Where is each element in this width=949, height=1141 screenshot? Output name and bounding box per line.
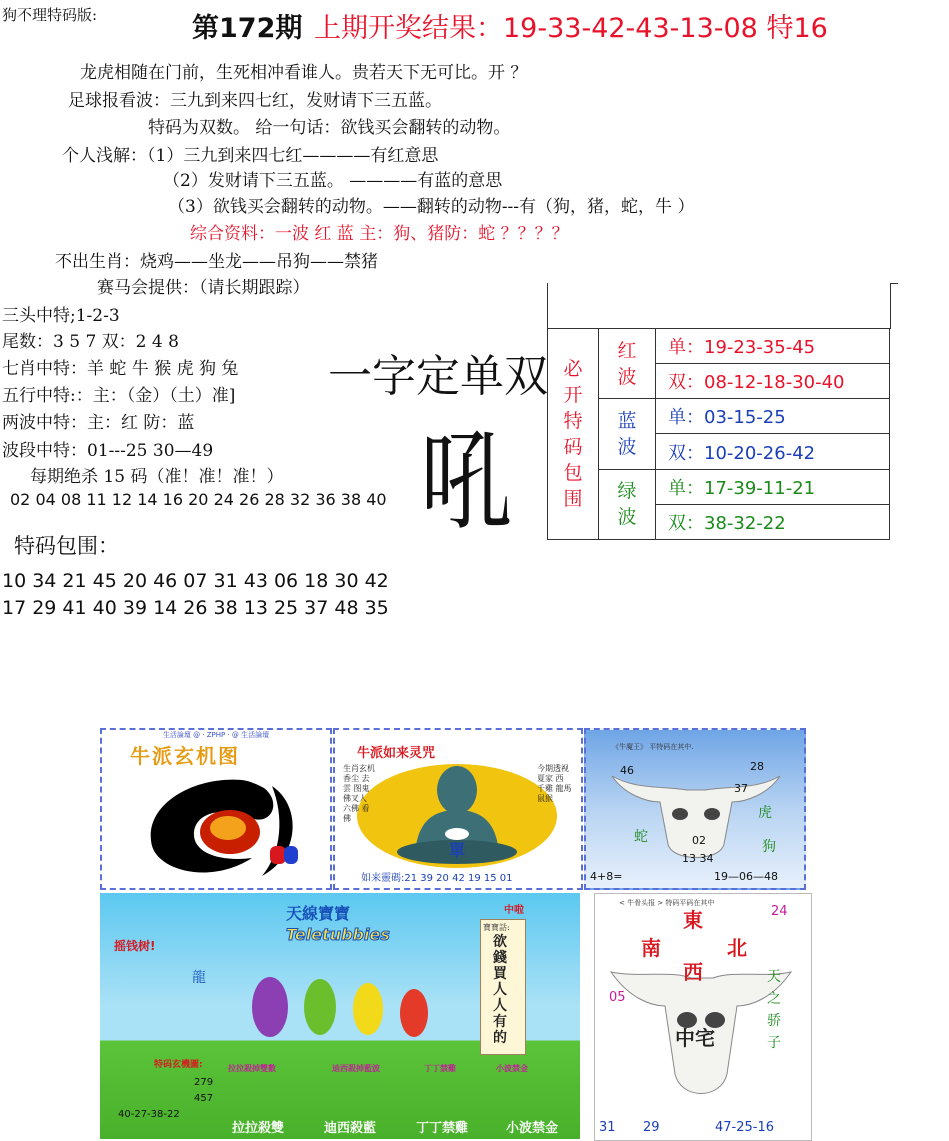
skull-formula: 4+8= <box>590 870 623 883</box>
table-row: 单：17-39-11-21 <box>656 469 890 504</box>
foot-number: 31 <box>599 1120 616 1135</box>
table-top-frame <box>547 283 891 329</box>
sign-title: 特码玄機圖: <box>154 1060 203 1070</box>
wave-title: 小波禁金 <box>496 1064 528 1073</box>
waves-table <box>547 328 890 540</box>
compass-south: 南 <box>641 936 661 960</box>
wave-title: 迪西殺掉藍波 <box>332 1064 380 1073</box>
table-row: 单：03-15-25 <box>656 399 890 434</box>
foot-number: 29 <box>643 1120 660 1135</box>
panel-title: < 牛骨头报 > 特码平码在其中 <box>619 899 715 907</box>
special-range-row: 10 34 21 45 20 46 07 31 43 06 18 30 42 <box>2 570 389 592</box>
dragon-label: 龍 <box>192 970 206 986</box>
result-special: 特16 <box>766 13 828 44</box>
riddle-line: （2）发财请下三五蓝。 ————有蓝的意思 <box>163 171 503 191</box>
image-panel-compass-skull <box>594 893 812 1141</box>
caption-label: 迪西殺藍 <box>324 1121 377 1136</box>
riddle-line: 不出生肖：烧鸡——坐龙——吊狗——禁猪 <box>55 252 378 272</box>
riddle-line: （3）欲钱买会翻转的动物。——翻转的动物---有（狗，猪，蛇，牛 ） <box>168 197 695 217</box>
source-label: 狗不理特码版: <box>2 6 98 24</box>
watermark-strip: 生活論壇 @ · ZPHP · @ 生活論壇 <box>162 731 270 739</box>
skull-number: 13 34 <box>682 852 714 865</box>
compass-north: 北 <box>727 936 747 960</box>
sign-number: 457 <box>194 1093 214 1104</box>
tele-logo: Teletubbies <box>286 925 390 944</box>
scroll-text: 欲錢買人人有的 <box>493 934 507 1046</box>
result-numbers: 19-33-42-43-13-08 <box>503 13 758 44</box>
riddle-line: 个人浅解：（1）三九到来四七红————有红意思 <box>62 146 439 166</box>
corner-number: 24 <box>771 904 788 919</box>
middle-text: 中宅 <box>675 1026 715 1050</box>
wave-label-green: 绿 波 <box>599 469 656 539</box>
riddle-line: 赛马会提供：（请长期跟踪） <box>97 278 310 298</box>
image-panel-buddha <box>333 728 583 890</box>
skull-formula: 19—06—48 <box>714 870 778 883</box>
skull-glyph: 虎 <box>758 805 772 821</box>
panel-footer: 如来靈碼:21 39 20 42 19 15 01 <box>361 873 513 884</box>
caption-label: 小波禁金 <box>506 1121 559 1136</box>
wave-label-blue: 蓝 波 <box>599 399 656 469</box>
compass-west: 西 <box>683 960 703 984</box>
skull-number: 46 <box>620 764 634 777</box>
riddle-line: 龙虎相随在门前，生死相冲看谁人。贵若天下无可比。开 ？ <box>80 63 528 83</box>
riddle-line: 足球报看波：三九到来四七红，发财请下三五蓝。 <box>68 91 442 111</box>
stat-line: 两波中特：主：红 防：蓝 <box>2 413 195 433</box>
side-text: 天之骄子 <box>767 969 781 1051</box>
image-panel-skull-sky <box>584 728 806 890</box>
stat-line: 三头中特;1-2-3 <box>2 306 120 326</box>
sign-number: 279 <box>194 1077 214 1088</box>
caption-label: 拉拉殺雙 <box>232 1121 285 1136</box>
table-row: 双：10-20-26-42 <box>656 434 890 469</box>
wave-label-red: 红 波 <box>599 329 656 399</box>
panel-title: 牛派如来灵咒 <box>357 746 436 761</box>
scroll-title: 寶寶話: <box>483 923 510 932</box>
skull-glyph: 蛇 <box>634 829 648 845</box>
stat-line: 每期绝杀 15 码（准！准！准！） <box>30 467 284 487</box>
caption-label: 丁丁禁雞 <box>416 1121 469 1136</box>
scroll <box>480 919 526 1055</box>
skull-glyph: 狗 <box>762 839 776 855</box>
wave-title: 丁丁禁雞 <box>424 1064 456 1073</box>
center-char: 單 <box>449 841 466 860</box>
panel-title: 《牛魔王》 平特码在其中. <box>612 743 694 751</box>
special-range-title: 特码包围： <box>14 534 119 558</box>
stat-line: 七肖中特：羊 蛇 牛 猴 虎 狗 兔 <box>2 359 239 379</box>
panel-title: 天線寶寶 <box>286 904 351 923</box>
stat-line: 尾数：3 5 7 双：2 4 8 <box>2 332 179 352</box>
table-row: 双：38-32-22 <box>656 504 890 539</box>
right-hint: 今期透视 夏家 西 千雞 龍馬 鼠猴 <box>537 764 572 803</box>
left-hint: 生肖玄机 香尘 去雲 图鬼 佛叉人 六佛 看佛 <box>343 764 375 823</box>
compass-east: 東 <box>683 908 703 932</box>
panel-title: 牛派玄机图 <box>130 744 240 768</box>
last-draw-result <box>314 6 828 45</box>
single-double-char: 吼 <box>420 418 513 545</box>
winner-label: 中啦 <box>504 905 524 916</box>
table-row: 单：19-23-35-45 <box>656 329 890 364</box>
skull-number: 37 <box>734 782 748 795</box>
wave-title: 拉拉殺掉雙數 <box>228 1064 276 1073</box>
stat-line: 五行中特:：主：（金）（土）准] <box>2 386 236 406</box>
yin-yang-fire-image <box>132 766 312 884</box>
side-number: 05 <box>609 990 626 1005</box>
single-double-title: 一字定单双 <box>328 351 548 402</box>
special-range-row: 17 29 41 40 39 14 26 38 13 25 37 48 35 <box>2 597 389 619</box>
image-panel-puzzle <box>100 728 332 890</box>
money-tree-label: 摇钱树! <box>114 939 156 953</box>
table-heading: 必 开 特 码 包 围 <box>548 329 599 540</box>
table-row: 双：08-12-18-30-40 <box>656 364 890 399</box>
kill-numbers: 02 04 08 11 12 14 16 20 24 26 28 32 36 38 40 <box>10 490 387 509</box>
foot-number: 47-25-16 <box>715 1120 775 1135</box>
issue-number: 第172期 <box>192 13 303 44</box>
sign-number: 40-27-38-22 <box>118 1109 180 1120</box>
result-label: 上期开奖结果： <box>314 13 503 44</box>
teletubbies-characters <box>240 963 450 1043</box>
image-panel-teletubbies <box>100 893 580 1139</box>
riddle-line: 特码为双数。 给一句话：欲钱买会翻转的动物。 <box>148 118 511 138</box>
stat-line: 波段中特：01---25 30—49 <box>2 441 214 461</box>
summary-line: 综合资料：一波 红 蓝 主：狗、猪防：蛇 ？？？？ <box>190 224 569 244</box>
skull-number: 02 <box>692 834 706 847</box>
skull-number: 28 <box>750 760 764 773</box>
